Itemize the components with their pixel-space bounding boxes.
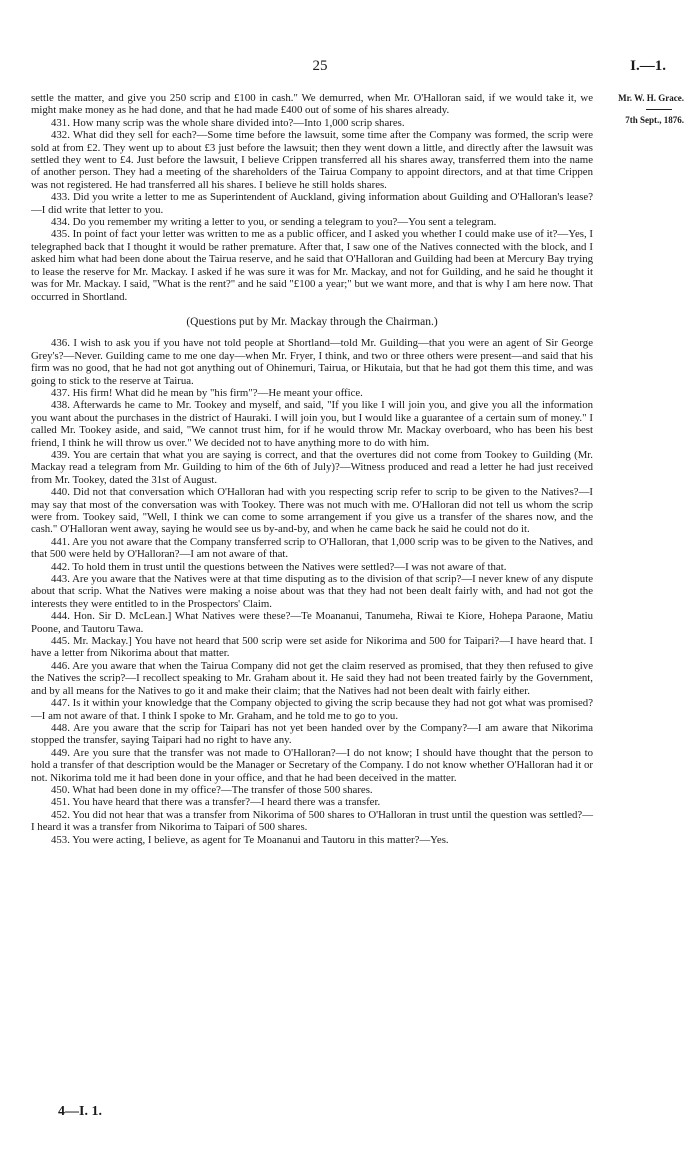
paragraphs-after-heading <box>31 337 593 846</box>
question-paragraph: 444. Hon. Sir D. McLean.] What Natives were these?—Te Moananui, Tanumeha, Riwai te Kiore, Hohepa Paraone, Matiu Poone, and Tautoru Tawa. <box>31 610 593 635</box>
question-paragraph: 437. His firm! What did he mean by "his firm"?—He meant your office. <box>51 386 363 399</box>
question-paragraph: 453. You were acting, I believe, as agent for Te Moananui and Tautoru in this matter?—Yes. <box>51 833 449 846</box>
question-paragraph: 432. What did they sell for each?—Some time before the lawsuit, some time after the Company was formed, the scrip were sold at from £2. They went up to about £3 just before the lawsuit; then they went down a little, and directly after the lawsuit was settled they went to £4. Just before the lawsuit, I believe Crippen transferred all his shares away, transferred them into the name of another person. They had a meeting of the shareholders of the Tairua Company to appoint directors, and at that time Crippen was not registered. He had transferred all his shares. I believe he still holds shares. <box>31 129 593 191</box>
question-paragraph: 448. Are you aware that the scrip for Taipari has not yet been handed over by the Company?—I am aware that Nikorima stopped the transfer, saying Taipari had no right to have any. <box>31 721 593 747</box>
question-paragraph: 450. What had been done in my office?—The transfer of those 500 shares. <box>51 783 373 796</box>
question-paragraph: 439. You are certain that what you are saying is correct, and that the overtures did not come from Tookey to Guilding (Mr. Mackay read a telegram from Mr. Guilding to him of the 6th of July)?—Witness produced and read a letter he had just received from Mr. Tookey, dated the 31st of August. <box>31 448 593 486</box>
page-footer: 4—I. 1. <box>58 1104 102 1119</box>
intro-paragraph: settle the matter, and give you 250 scrip and £100 in cash." We demurred, when Mr. O'Halloran said, if we would take it, we might make money as he had done, and that he had made £400 out of some of his shares already. <box>31 92 593 117</box>
question-paragraph: 446. Are you aware that when the Tairua Company did not get the claim reserved as promised, that they then refused to give the Natives the scrip?—I recollect speaking to Mr. Graham about it. He said they had not been treated fairly by the Government, and by all means for the Natives to go it and make their claim; that the Natives had not been dealt with fairly either. <box>31 659 593 697</box>
question-paragraph: 431. How many scrip was the whole share divided into?—Into 1,000 scrip shares. <box>51 116 405 129</box>
question-paragraph: 443. Are you aware that the Natives were at that time disputing as to the division of that scrip?—I never knew of any dispute about that scrip. What the Natives were making a noise about was that they had not been dealt fairly with, and had not got the interests they were entitled to in the Prospectors' Claim. <box>31 573 593 610</box>
question-paragraph: 451. You have heard that there was a transfer?—I heard there was a transfer. <box>51 796 381 809</box>
question-paragraph: 452. You did not hear that was a transfer from Nikorima of 500 shares to O'Halloran in trust until the question was settled?—I heard it was a transfer from Nikorima to Taipari of 500 shares. <box>31 808 593 834</box>
question-paragraph: 435. In point of fact your letter was written to me as a public officer, and I asked you whether I could make use of it?—Yes, I telegraphed back that I thought it would be rather premature. After that, I saw one of the Natives connected with the block, and I asked him what had been done about the Tairua reserve, and he said that O'Halloran and Guilding had been at Mercury Bay trying to lease the reserve for Mr. Mackay. I asked if he was sure it was for Mr. Mackay, and not for Guilding, and he said he thought it was for Mr. Mackay. I said, "What is the rent?" and he said "£100 a year;" but we want more, and that is why I am here now. That occurred in Shortland. <box>31 228 593 303</box>
document-reference: I.—1. <box>630 58 666 74</box>
page-number: 25 <box>312 58 328 74</box>
question-paragraph: 449. Are you sure that the transfer was not made to O'Halloran?—I do not know; I should have thought that the person to hold a transfer of that description would be the Manager or Secretary of the Company. I do not know whether O'Halloran had it or not. Nikorima told me it had been done in your office, and that he had been deceived in the matter. <box>31 746 593 784</box>
question-paragraph: 441. Are you not aware that the Company transferred scrip to O'Halloran, that 1,000 scrip was to be given to the Natives, and that 500 were held by O'Halloran?—I am not aware of that. <box>31 535 593 561</box>
question-paragraph: 440. Did not that conversation which O'Halloran had with you respecting scrip refer to scrip to be given to the Natives?—I may say that most of the conversation was with Tookey. There was not much with me. O'Halloran did not tell us whom the scrip were from. Tookey said, "Well, I think we can come to some arrangement if you give us a transfer of the shares now, and the cash." O'Halloran went away, saying he would see us by-and-by, and when he came back he said he could not do it. <box>31 486 593 536</box>
question-paragraph: 434. Do you remember my writing a letter to you, or sending a telegram to you?—You sent a telegram. <box>51 216 497 229</box>
testimony-body <box>31 92 593 846</box>
question-paragraph: 438. Afterwards he came to Mr. Tookey and myself, and said, "If you like I will join you, and give you all the information you want about the purchases in the district of Hauraki. I will join you, but I would like a guarantee of a certain sum of money." I called Mr. Tookey aside, and said, "We cannot trust him, for if he would throw Mr. Mackay overboard, who has been his best friend, I think he will throw us over." We decided not to have anything more to do with him. <box>31 399 593 449</box>
question-paragraph: 433. Did you write a letter to me as Superintendent of Auckland, giving information about Guilding and O'Halloran's lease?—I did write that letter to you. <box>31 191 593 216</box>
paragraphs-before-heading <box>31 117 593 303</box>
margin-date: 7th Sept., 1876. <box>625 115 684 125</box>
section-heading: (Questions put by Mr. Mackay through the Chairman.) <box>186 315 438 328</box>
margin-witness: Mr. W. H. Grace. <box>618 93 684 103</box>
question-paragraph: 445. Mr. Mackay.] You have not heard that 500 scrip were set aside for Nikorima and 500 for Taipari?—I have heard that. I have a letter from Nikorima about that matter. <box>31 635 593 660</box>
margin-note <box>594 93 684 126</box>
question-paragraph: 436. I wish to ask you if you have not told people at Shortland—told Mr. Guilding—that you were an agent of Sir George Grey's?—Never. Guilding came to me one day—when Mr. Fryer, I think, and two or three others were present—and said that his firm was no good, that he had not got anything out of Ohinemuri, Tairua, or Hikutaia, but that he had got them this time, and was going to stick to the reserve at Tairua. <box>31 337 593 387</box>
question-paragraph: 447. Is it within your knowledge that the Company objected to giving the scrip because they had not got what was promised?—I am not aware of that. I think I spoke to Mr. Graham, and he told me to go to you. <box>31 697 593 722</box>
margin-divider <box>646 109 672 110</box>
question-paragraph: 442. To hold them in trust until the questions between the Natives were settled?—I was not aware of that. <box>51 560 507 573</box>
